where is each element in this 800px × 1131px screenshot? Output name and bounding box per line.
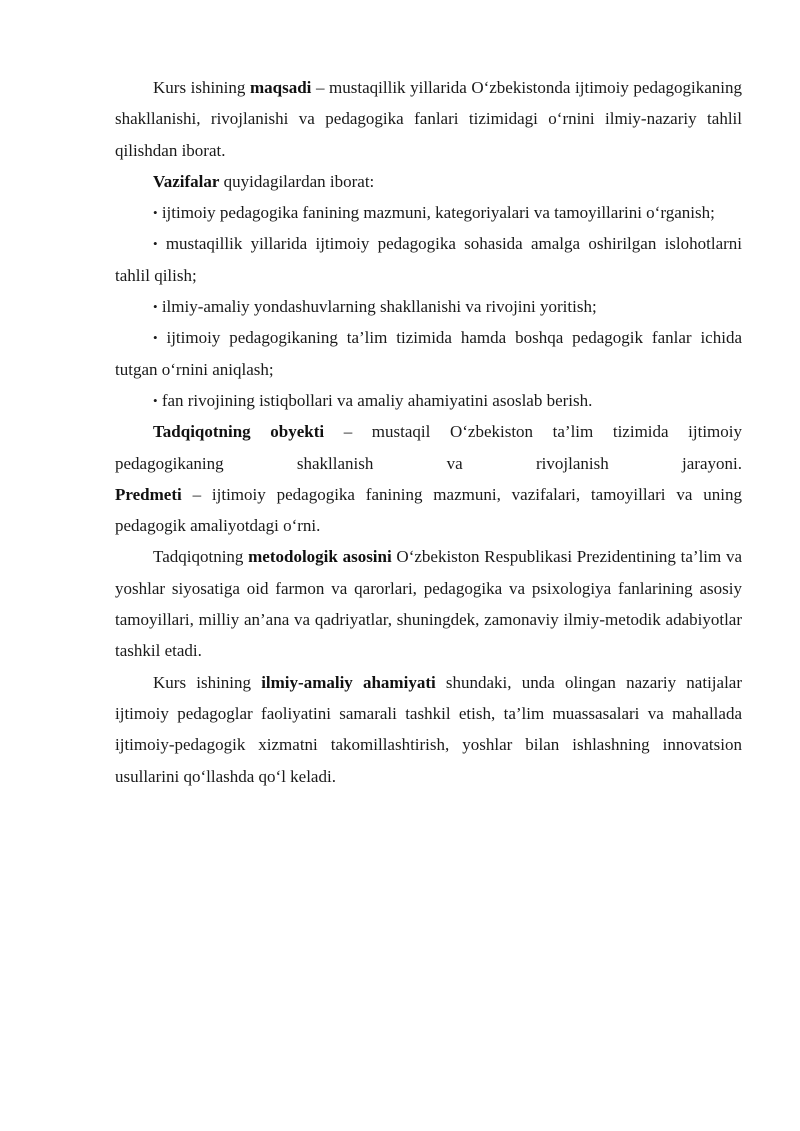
subject-paragraph <box>115 479 742 542</box>
document-page <box>115 72 742 792</box>
task-item <box>115 197 742 228</box>
task-item <box>115 322 742 385</box>
task-item <box>115 291 742 322</box>
goal-lead: Kurs ishining <box>153 78 250 97</box>
significance-lead: Kurs ishining <box>153 672 262 692</box>
significance-term: ilmiy-amaliy ahamiyati <box>261 672 436 692</box>
task-text: mustaqillik yillarida ijtimoiy pedagogika sohasida amalga oshirilgan islohotlarni tahlil qilish; <box>115 234 743 285</box>
goal-term: maqsadi <box>249 78 312 97</box>
tasks-term: Vazifalar <box>153 171 220 191</box>
bullet-icon: • <box>153 205 158 221</box>
object-text: – mustaqil O‘zbekiston ta’lim tizimida ijtimoiy pedagogikaning shakllanish va rivojlanish jarayoni. <box>115 422 743 473</box>
tasks-intro-text: quyidagilardan iborat: <box>219 171 375 191</box>
subject-term: Predmeti <box>115 484 182 504</box>
methodology-term: metodologik asosini <box>248 547 392 567</box>
goal-text: – mustaqillik yillarida O‘zbekistonda ijtimoiy pedagogikaning shakllanishi, rivojlanishi va pedagogika fanlari tizimidagi o‘rnini ilmiy-nazariy tahlil qilishdan iborat. <box>115 78 743 160</box>
significance-text: shundaki, unda olingan nazariy natijalar ijtimoiy pedagoglar faoliyatini samarali tashkil etish, ta’lim muassasalari va mahallada ijtimoiy-pedagogik xizmatni takomillashtirish, yoshlar bilan ishlashning innovatsion usullarini qo‘llashda qo‘l keladi. <box>115 672 742 786</box>
task-text: ilmiy-amaliy yondashuvlarning shakllanishi va rivojini yoritish; <box>161 297 597 317</box>
bullet-icon: • <box>153 299 158 315</box>
task-text: ijtimoiy pedagogika fanining mazmuni, kategoriyalari va tamoyillarini o‘rganish; <box>161 203 715 223</box>
methodology-lead: Tadqiqotning <box>153 547 249 567</box>
bullet-icon: • <box>153 236 158 252</box>
goal-paragraph <box>115 72 742 166</box>
task-text: ijtimoiy pedagogikaning ta’lim tizimida hamda boshqa pedagogik fanlar ichida tutgan o‘rnini aniqlash; <box>115 328 742 379</box>
significance-paragraph <box>115 667 742 792</box>
object-paragraph <box>115 416 742 479</box>
methodology-text: O‘zbekiston Respublikasi Prezidentining ta’lim va yoshlar siyosatiga oid farmon va qarorlari, pedagogika va psixologiya fanlarining asosiy tamoyillari, milliy an’ana va qadriyatlar, shuningdek, zamonaviy ilmiy-metodik adabiyotlar tashkil etadi. <box>115 547 743 661</box>
task-item <box>115 385 742 416</box>
task-item <box>115 228 742 291</box>
subject-text: – ijtimoiy pedagogika fanining mazmuni, vazifalari, tamoyillari va uning pedagogik amaliyotdagi o‘rni. <box>115 484 742 536</box>
bullet-icon: • <box>153 392 158 408</box>
tasks-intro-paragraph <box>115 166 742 197</box>
bullet-icon: • <box>153 330 158 346</box>
task-text: fan rivojining istiqbollari va amaliy ahamiyatini asoslab berish. <box>161 390 593 410</box>
object-term: Tadqiqotning obyekti <box>153 422 325 442</box>
methodology-paragraph <box>115 541 742 666</box>
